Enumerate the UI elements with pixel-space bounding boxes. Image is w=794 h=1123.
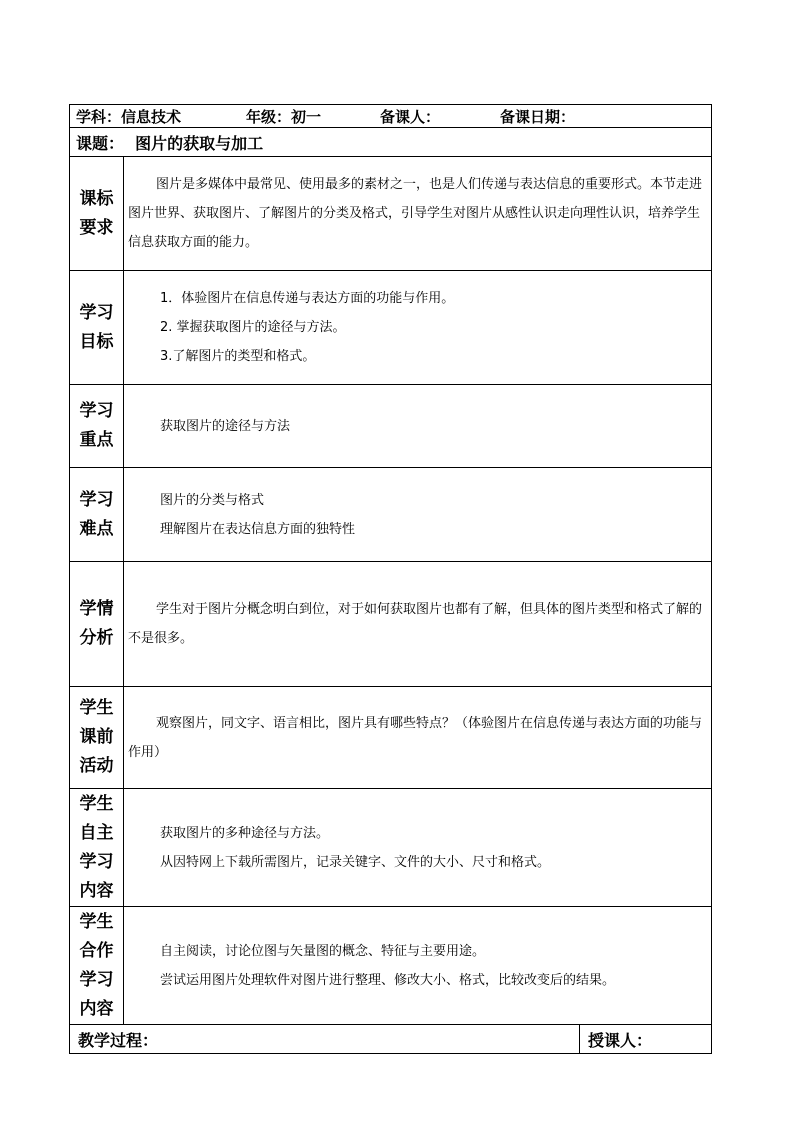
row-content	[124, 468, 712, 562]
footer-row	[70, 1025, 712, 1054]
row-analysis	[70, 562, 712, 687]
row-label: 学情 分析	[70, 562, 124, 687]
content-line: 图片是多媒体中最常见、使用最多的素材之一，也是人们传递与表达信息的重要形式。本节走进图片世界、获取图片、了解图片的分类及格式，引导学生对图片从感性认识走向理性认识，培养学生信息获取方面的能力。	[128, 177, 703, 250]
row-label: 学习 难点	[70, 468, 124, 562]
teacher-label: 授课人：	[580, 1025, 712, 1054]
content-line: 尝试运用图片处理软件对图片进行整理、修改大小、格式，比较改变后的结果。	[160, 972, 616, 988]
row-label: 学生 自主 学习 内容	[70, 789, 124, 907]
subject-field: 学科：信息技术	[76, 107, 182, 126]
content-line: 3.了解图片的类型和格式。	[160, 349, 316, 364]
lesson-plan-sheet	[69, 104, 711, 1054]
content-line: 从因特网上下载所需图片，记录关键字、文件的大小、尺寸和格式。	[160, 854, 551, 870]
content-line: 2. 掌握获取图片的途径与方法。	[160, 320, 346, 335]
content-line: 图片的分类与格式	[160, 492, 265, 508]
header-row	[70, 105, 712, 128]
row-label: 学习 目标	[70, 271, 124, 385]
content-line: 学生对于图片分概念明白到位，对于如何获取图片也都有了解，但具体的图片类型和格式了解的不是很多。	[128, 602, 703, 646]
row-cooperative	[70, 907, 712, 1025]
row-content	[124, 789, 712, 907]
row-objectives	[70, 271, 712, 385]
row-label: 学生 合作 学习 内容	[70, 907, 124, 1025]
preparer-field: 备课人：	[380, 107, 441, 126]
content-line: 1．体验图片在信息传递与表达方面的功能与作用。	[160, 291, 455, 306]
row-self-study	[70, 789, 712, 907]
date-field: 备课日期：	[500, 107, 576, 126]
grade-field: 年级：初一	[246, 107, 322, 126]
teaching-process-label: 教学过程：	[70, 1025, 580, 1054]
row-difficulties	[70, 468, 712, 562]
row-content	[124, 385, 712, 468]
content-line: 获取图片的多种途径与方法。	[160, 825, 330, 841]
row-content	[124, 271, 712, 385]
row-pre-class	[70, 687, 712, 789]
row-content	[124, 562, 712, 687]
row-content	[124, 687, 712, 789]
content-line: 观察图片，同文字、语言相比，图片具有哪些特点？（体验图片在信息传递与表达方面的功能与作用）	[128, 715, 703, 760]
topic-row	[70, 128, 712, 157]
row-content	[124, 907, 712, 1025]
row-label: 学习 重点	[70, 385, 124, 468]
row-label: 课标 要求	[70, 157, 124, 271]
content-line: 获取图片的途径与方法	[160, 418, 291, 434]
lesson-plan-table	[69, 104, 712, 1054]
row-content	[124, 157, 712, 271]
topic-title: 课题： 图片的获取与加工	[70, 128, 712, 157]
row-standard	[70, 157, 712, 271]
content-line: 理解图片在表达信息方面的独特性	[160, 521, 356, 537]
header-cell	[70, 105, 712, 128]
content-line: 自主阅读，讨论位图与矢量图的概念、特征与主要用途。	[160, 943, 486, 959]
row-key-points	[70, 385, 712, 468]
row-label: 学生 课前 活动	[70, 687, 124, 789]
